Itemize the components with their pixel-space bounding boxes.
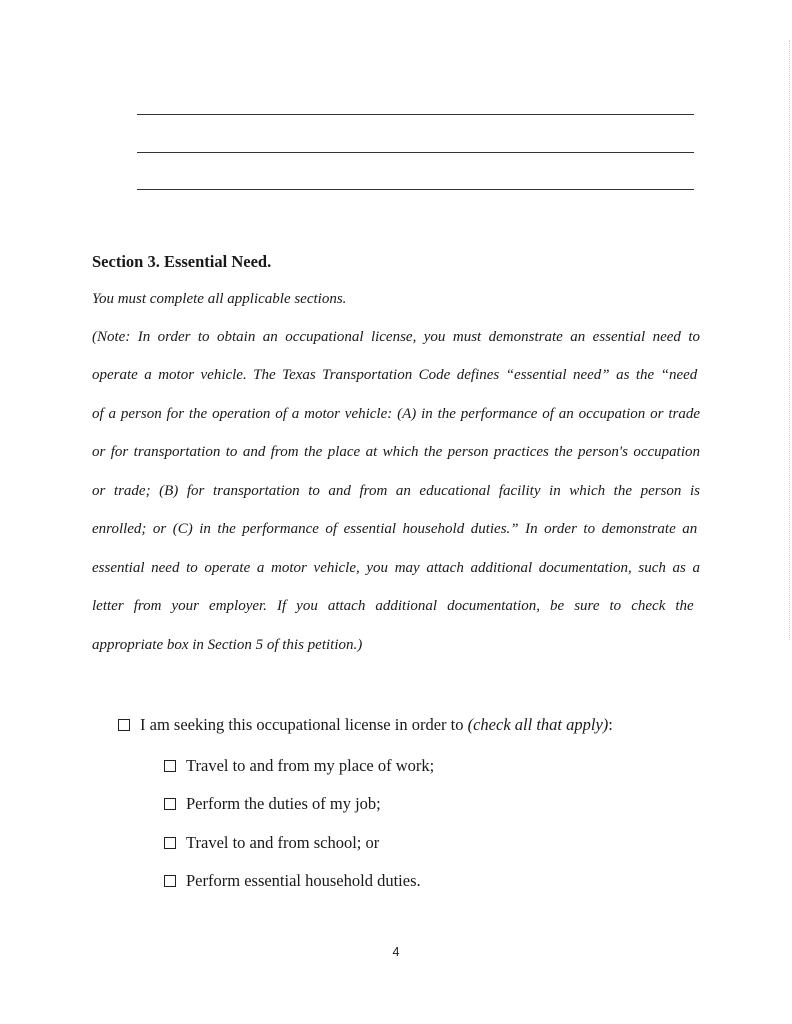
- option-work-row[interactable]: [164, 756, 434, 776]
- main-purpose-label: I am seeking this occupational license in order to: [140, 715, 464, 734]
- answer-line-3[interactable]: [137, 189, 694, 190]
- option-school-checkbox[interactable]: [164, 837, 176, 849]
- note-line-3: of a person for the operation of a motor vehicle: (A) in the performance of an occupation or trade: [92, 406, 700, 422]
- main-purpose-checkbox-row[interactable]: [118, 715, 613, 735]
- section-instruction: You must complete all applicable sections.: [92, 291, 347, 307]
- option-job-checkbox[interactable]: [164, 798, 176, 810]
- answer-line-1[interactable]: [137, 114, 694, 115]
- option-work-checkbox[interactable]: [164, 760, 176, 772]
- option-household-label: Perform essential household duties.: [186, 871, 421, 890]
- section-title: Section 3. Essential Need.: [92, 252, 272, 271]
- note-line-8: letter from your employer. If you attach additional documentation, be sure to check the: [92, 598, 694, 614]
- note-line-9: appropriate box in Section 5 of this petition.): [92, 637, 363, 653]
- note-line-1: (Note: In order to obtain an occupational license, you must demonstrate an essential need to: [92, 329, 700, 345]
- option-job-label: Perform the duties of my job;: [186, 794, 381, 813]
- main-purpose-checkbox[interactable]: [118, 719, 130, 731]
- note-line-2: operate a motor vehicle. The Texas Transportation Code defines “essential need” as the “need: [92, 367, 698, 383]
- option-household-row[interactable]: [164, 871, 421, 891]
- option-school-label: Travel to and from school; or: [186, 833, 380, 852]
- option-job-row[interactable]: [164, 794, 381, 814]
- page-number: 4: [392, 945, 400, 959]
- main-purpose-hint: (check all that apply): [467, 715, 609, 734]
- answer-line-2[interactable]: [137, 152, 694, 153]
- note-line-6: enrolled; or (C) in the performance of essential household duties.” In order to demonstrate an: [92, 521, 698, 537]
- note-line-5: or trade; (B) for transportation to and from an educational facility in which the person is: [92, 483, 700, 499]
- scan-edge-marks: [788, 40, 790, 640]
- option-work-label: Travel to and from my place of work;: [186, 756, 435, 775]
- option-household-checkbox[interactable]: [164, 875, 176, 887]
- note-line-7: essential need to operate a motor vehicle, you may attach additional documentation, such as a: [92, 560, 700, 576]
- note-line-4: or for transportation to and from the place at which the person practices the person's occupation: [92, 444, 700, 460]
- main-purpose-suffix: :: [608, 715, 613, 734]
- option-school-row[interactable]: [164, 833, 379, 853]
